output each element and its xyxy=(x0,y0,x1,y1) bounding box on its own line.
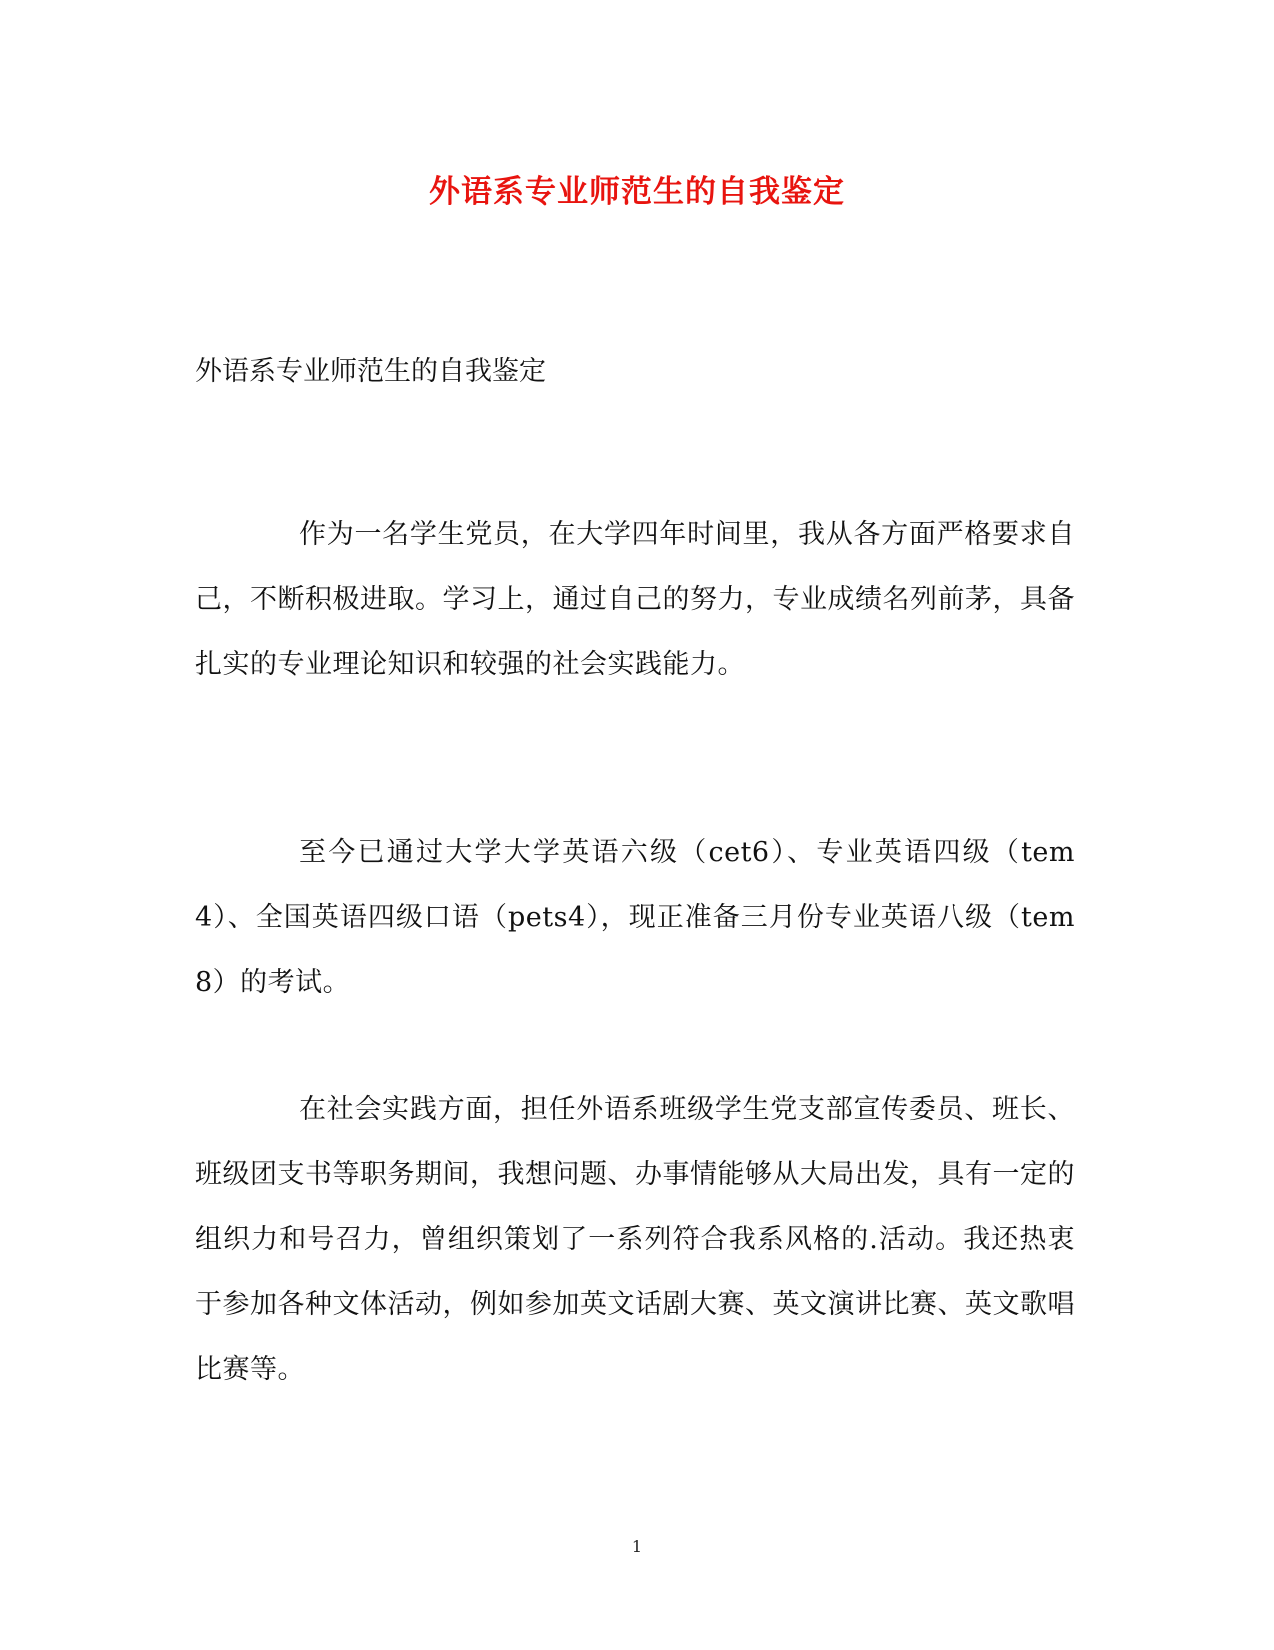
document-title: 外语系专业师范生的自我鉴定 xyxy=(429,174,845,210)
page-number: 1 xyxy=(631,1537,643,1556)
paragraph-english-exams: 至今已通过大学大学英语六级（cet6）、专业英语四级（tem4）、全国英语四级口语（pets4），现正准备三月份专业英语八级（tem8）的考试。 xyxy=(195,837,1075,998)
paragraph-party-member: 作为一名学生党员，在大学四年时间里，我从各方面严格要求自己，不断积极进取。学习上，通过自己的努力，专业成绩名列前茅，具备扎实的专业理论知识和较强的社会实践能力。 xyxy=(195,519,1075,680)
document-subtitle: 外语系专业师范生的自我鉴定 xyxy=(195,356,546,387)
paragraph-social-practice: 在社会实践方面，担任外语系班级学生党支部宣传委员、班长、班级团支书等职务期间，我想问题、办事情能够从大局出发，具有一定的组织力和号召力，曾组织策划了一系列符合我系风格的.活动。我还热衷于参加各种文体活动，例如参加英文话剧大赛、英文演讲比赛、英文歌唱比赛等。 xyxy=(195,1094,1075,1385)
